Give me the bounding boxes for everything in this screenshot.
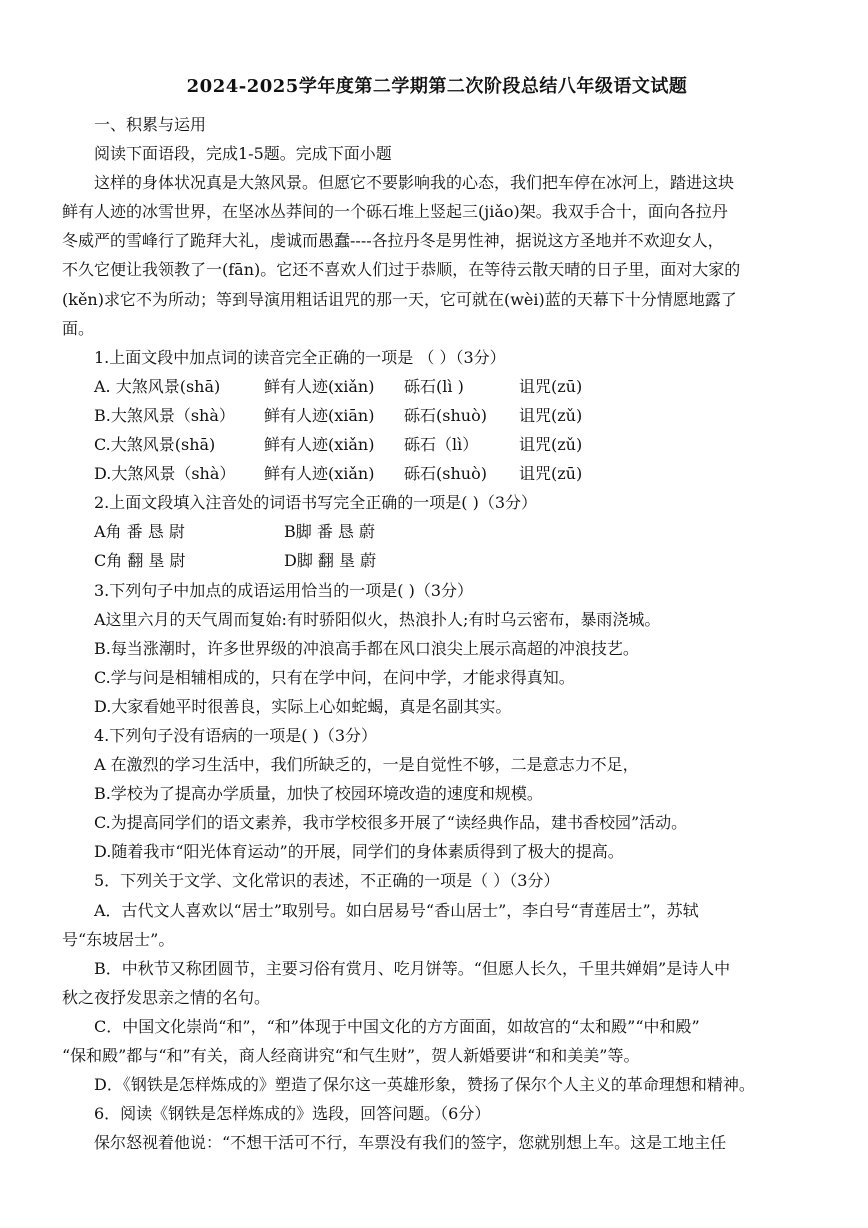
question-1-option-a <box>62 372 812 401</box>
option-part: 诅咒(zū) <box>519 464 583 484</box>
question-4-option-b: B.学校为了提高办学质量，加快了校园环境改造的速度和规模。 <box>94 784 543 804</box>
passage-line: 鲜有人迹的冰雪世界，在坚冰丛莽间的一个砾石堆上竖起三(jiǎo)架。我双手合十，面向各拉丹 <box>62 202 728 222</box>
question-1-option-d <box>62 459 812 488</box>
question-4-option-c: C.为提高同学们的语文素养，我市学校很多开展了“读经典作品，建书香校园”活动。 <box>94 813 688 833</box>
section-heading: 一、积累与运用 <box>94 115 207 134</box>
question-5-option-line: “保和殿”都与“和”有关，商人经商讲究“和气生财”，贺人新婚要讲“和和美美”等。 <box>62 1046 640 1065</box>
question-6-stem: 6．阅读《钢铁是怎样炼成的》选段，回答问题。（6分） <box>94 1104 491 1124</box>
option-part: 鲜有人迹(xiān) <box>264 405 375 425</box>
passage-line: 不久它便让我领教了一(fān)。它还不喜欢人们过于恭顺，在等待云散天晴的日子里，面对大家的 <box>62 260 741 280</box>
option-part: C.大煞风景(shā) <box>94 435 216 455</box>
page-title: 2024-2025学年度第二学期第二次阶段总结八年级语文试题 <box>186 76 688 97</box>
question-4-stem: 4.下列句子没有语病的一项是( )（3分） <box>94 725 378 745</box>
option-part: 鲜有人迹(xiǎn) <box>264 464 375 484</box>
question-3-option-c: C.学与问是相辅相成的，只有在学中问，在问中学，才能求得真知。 <box>94 667 575 687</box>
question-3-option-a: A这里六月的天气周而复始:有时骄阳似火，热浪扑人;有时乌云密布，暴雨浇城。 <box>94 609 661 629</box>
option-part: 鲜有人迹(xiǎn) <box>264 435 375 455</box>
question-5-option-line: 号“东坡居士”。 <box>62 929 175 949</box>
passage-line: 面。 <box>62 318 95 338</box>
question-5-stem: 5．下列关于文学、文化常识的表述，不正确的一项是（ ）（3分） <box>94 871 560 891</box>
option-b: B脚 番 恳 蔚 <box>284 522 376 542</box>
question-2-options-row <box>62 546 812 575</box>
question-5-option-line: C．中国文化崇尚“和”，“和”体现于中国文化的方方面面，如故宫的“太和殿”“中和殿” <box>94 1016 700 1036</box>
option-part: 砾石（lì） <box>404 435 479 455</box>
option-a: A角 番 恳 尉 <box>94 522 185 542</box>
question-5-option-line: A．古代文人喜欢以“居士”取别号。如白居易号“香山居士”，李白号“青莲居士”，苏轼 <box>94 900 699 920</box>
option-d: D脚 翻 垦 蔚 <box>284 551 377 571</box>
question-6-text: 保尔怒视着他说：“不想干活可不行，车票没有我们的签字，您就别想上车。这是工地主任 <box>94 1133 727 1153</box>
option-part: 诅咒(zū) <box>519 376 583 396</box>
option-c: C角 翻 垦 尉 <box>94 551 186 571</box>
question-3-option-b: B.每当涨潮时，许多世界级的冲浪高手都在风口浪尖上展示高超的冲浪技艺。 <box>94 638 639 658</box>
question-2-options-row <box>62 517 812 546</box>
option-part: 鲜有人迹(xiǎn) <box>264 376 375 396</box>
question-5-option-line: 秋之夜抒发思亲之情的名句。 <box>62 987 271 1007</box>
question-3-option-d: D.大家看她平时很善良，实际上心如蛇蝎，真是名副其实。 <box>94 696 512 716</box>
question-2-stem: 2.上面文段填入注音处的词语书写完全正确的一项是( )（3分） <box>94 493 538 513</box>
question-1-option-b <box>62 401 812 430</box>
question-3-stem: 3.下列句子中加点的成语运用恰当的一项是( )（3分） <box>94 580 474 600</box>
option-part: 砾石(lì ) <box>404 376 464 396</box>
question-5-option-line: B．中秋节又称团圆节，主要习俗有赏月、吃月饼等。“但愿人长久，千里共婵娟”是诗人中 <box>94 958 731 978</box>
question-4-option-a: A 在激烈的学习生活中，我们所缺乏的，一是自觉性不够，二是意志力不足， <box>94 755 639 775</box>
instruction: 阅读下面语段，完成1-5题。完成下面小题 <box>94 144 392 164</box>
passage-line: 这样的身体状况真是大煞风景。但愿它不要影响我的心态，我们把车停在冰河上，踏进这块 <box>94 173 735 193</box>
option-part: 诅咒(zǔ) <box>519 405 583 425</box>
question-1-stem: 1.上面文段中加点词的读音完全正确的一项是 （ ）（3分） <box>94 347 506 367</box>
option-part: D.大煞风景（shà） <box>94 464 236 484</box>
option-part: 砾石(shuò) <box>404 464 487 484</box>
passage-line: 冬威严的雪峰行了跪拜大礼，虔诚而愚蠢----各拉丹冬是男性神，据说这方圣地并不欢迎女人， <box>62 231 724 251</box>
question-1-option-c <box>62 430 812 459</box>
option-part: B.大煞风景（shà） <box>94 405 235 425</box>
passage-line: (kěn)求它不为所动；等到导演用粗话诅咒的那一天，它可就在(wèi)蓝的天幕下十分情愿地露了 <box>62 289 737 309</box>
option-part: 砾石(shuò) <box>404 405 487 425</box>
option-part: A. 大煞风景(shā) <box>94 376 221 396</box>
option-part: 诅咒(zǔ) <box>519 435 583 455</box>
question-5-option-line: D．《钢铁是怎样炼成的》塑造了保尔这一英雄形象，赞扬了保尔个人主义的革命理想和精神。 <box>94 1075 755 1095</box>
question-4-option-d: D.随着我市“阳光体育运动”的开展，同学们的身体素质得到了极大的提高。 <box>94 842 624 862</box>
